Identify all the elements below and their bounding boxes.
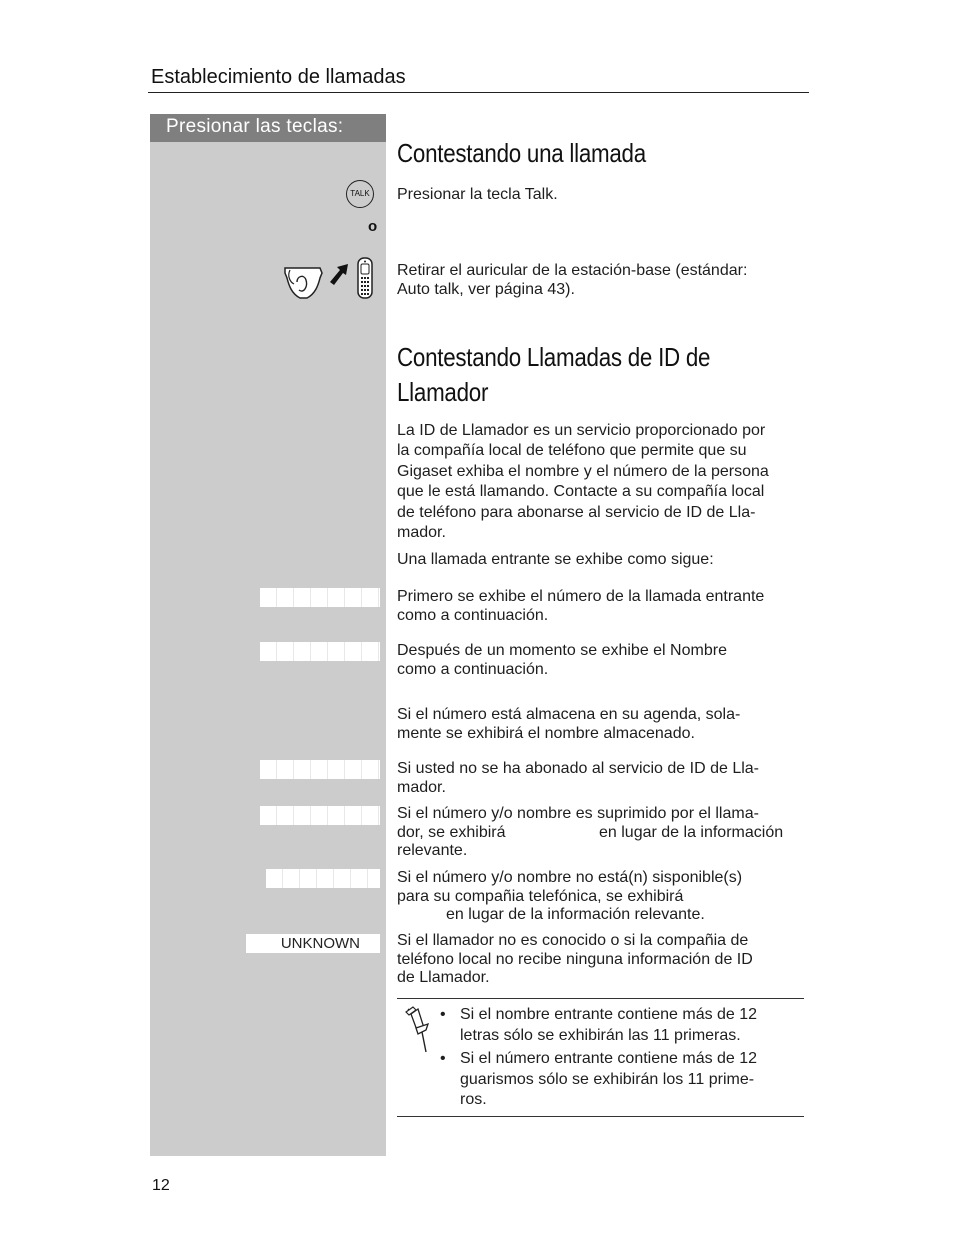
pushpin-note-icon bbox=[404, 1006, 430, 1056]
sidebar-heading: Presionar las teclas: bbox=[150, 114, 386, 142]
page-number: 12 bbox=[152, 1177, 170, 1194]
display-suppressed-box bbox=[260, 806, 380, 825]
caller-id-intro: La ID de Llamador es un servicio proporcionado por la compañía local de teléfono que permite que su Gigaset exhiba el nombre y el número de la persona que le está llamando. Contacte a su compañía local de teléfono para abonarse al servicio de ID de Lla- mador. bbox=[397, 422, 769, 542]
incoming-call-text: Una llamada entrante se exhibe como sigue: bbox=[397, 551, 714, 568]
note-bottom-rule bbox=[397, 1116, 804, 1117]
lift-handset-icon bbox=[282, 256, 382, 302]
display-no-service-box bbox=[260, 760, 380, 779]
section-title-answer-call: Contestando una llamada bbox=[397, 138, 646, 168]
stored-number-text: Si el número está almacena en su agenda, sola- mente se exhibirá el nombre almacenado. bbox=[397, 706, 741, 742]
first-number-text: Primero se exhibe el número de la llamada entrante como a continuación. bbox=[397, 588, 765, 624]
display-number-box bbox=[260, 588, 380, 607]
unknown-caller-text: Si el llamador no es conocido o si la compañia de teléfono local no recibe ninguna información de ID de Llamador. bbox=[397, 932, 753, 986]
then-name-text: Después de un momento se exhibe el Nombre como a continuación. bbox=[397, 642, 727, 678]
section-title-caller-id: Contestando Llamadas de ID de Llamador bbox=[397, 342, 711, 407]
section-header: Establecimiento de llamadas bbox=[151, 66, 406, 88]
not-subscribed-text: Si usted no se ha abonado al servicio de ID de Lla- mador. bbox=[397, 760, 760, 796]
display-unavailable-box bbox=[266, 869, 380, 888]
step-lift-handset: Retirar el auricular de la estación-base (estándar: Auto talk, ver página 43). bbox=[397, 262, 748, 298]
talk-key-icon: TALK bbox=[346, 180, 374, 208]
step-press-talk: Presionar la tecla Talk. bbox=[397, 186, 558, 203]
note-item: • Si el nombre entrante contiene más de 12 letras sólo se exhibirán las 11 primeras. bbox=[440, 1006, 758, 1044]
display-unknown-box: UNKNOWN bbox=[246, 934, 380, 953]
bullet-icon: • bbox=[440, 1006, 446, 1023]
note-item: • Si el número entrante contiene más de 12 guarismos sólo se exhibirán los 11 prime- ros. bbox=[440, 1050, 758, 1108]
suppressed-text: Si el número y/o nombre es suprimido por el llama- dor, se exhibirá en lugar de la información relevante. bbox=[397, 805, 784, 859]
or-label: o bbox=[368, 218, 378, 235]
bullet-icon: • bbox=[440, 1050, 446, 1067]
header-divider bbox=[148, 92, 809, 93]
note-top-rule bbox=[397, 998, 804, 999]
unavailable-text: Si el número y/o nombre no está(n) sisponible(s) para su compañia telefónica, se exhibirá en lugar de la información relevante. bbox=[397, 869, 743, 923]
display-name-box bbox=[260, 642, 380, 661]
